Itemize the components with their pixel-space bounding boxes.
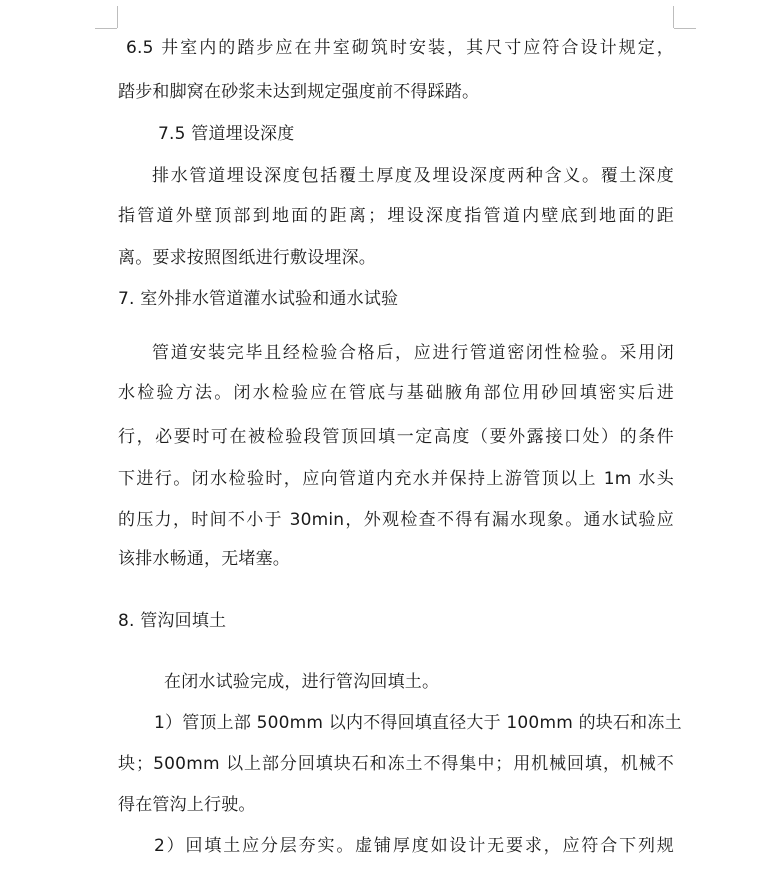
heading-7-5: 7.5 管道埋设深度: [158, 124, 295, 144]
paragraph-7-5-line-3: 离。要求按照图纸进行敷设埋深。: [118, 248, 376, 268]
corner-mark-top-right: [673, 6, 674, 28]
paragraph-6-5-line-1: 6.5 井室内的踏步应在井室砌筑时安装，其尺寸应符合设计规定，: [126, 38, 674, 58]
heading-8: 8. 管沟回填土: [118, 611, 227, 631]
paragraph-7-line-2: 水检验方法。闭水检验应在管底与基础腋角部位用砂回填密实后进: [118, 383, 674, 403]
paragraph-7-5-line-1: 排水管道埋设深度包括覆土厚度及埋设深度两种含义。覆土深度: [152, 166, 674, 186]
corner-mark-top-left-h: [95, 28, 117, 29]
paragraph-8-intro: 在闭水试验完成，进行管沟回填土。: [164, 672, 440, 692]
paragraph-6-5-line-2: 踏步和脚窝在砂浆未达到规定强度前不得踩踏。: [118, 82, 480, 102]
paragraph-7-line-3: 行，必要时可在被检验段管顶回填一定高度（要外露接口处）的条件: [118, 427, 674, 447]
paragraph-7-5-line-2: 指管道外壁顶部到地面的距离；埋设深度指管道内壁底到地面的距: [118, 206, 674, 226]
paragraph-7-line-6: 该排水畅通，无堵塞。: [118, 549, 290, 569]
corner-mark-top-right-h: [674, 28, 696, 29]
corner-mark-top-left: [117, 6, 118, 28]
paragraph-7-line-1: 管道安装完毕且经检验合格后，应进行管道密闭性检验。采用闭: [152, 343, 674, 363]
paragraph-7-line-5: 的压力，时间不小于 30min，外观检查不得有漏水现象。通水试验应: [118, 510, 674, 530]
paragraph-8-item-2-line-1: 2）回填土应分层夯实。虚铺厚度如设计无要求，应符合下列规: [154, 836, 674, 856]
paragraph-7-line-4: 下进行。闭水检验时，应向管道内充水并保持上游管顶以上 1m 水头: [118, 469, 674, 489]
paragraph-8-item-1-line-3: 得在管沟上行驶。: [118, 795, 256, 815]
paragraph-8-item-1-line-2: 块；500mm 以上部分回填块石和冻土不得集中；用机械回填，机械不: [118, 754, 674, 774]
paragraph-8-item-1-line-1: 1）管顶上部 500mm 以内不得回填直径大于 100mm 的块石和冻土: [154, 713, 682, 733]
heading-7: 7. 室外排水管道灌水试验和通水试验: [118, 289, 399, 309]
